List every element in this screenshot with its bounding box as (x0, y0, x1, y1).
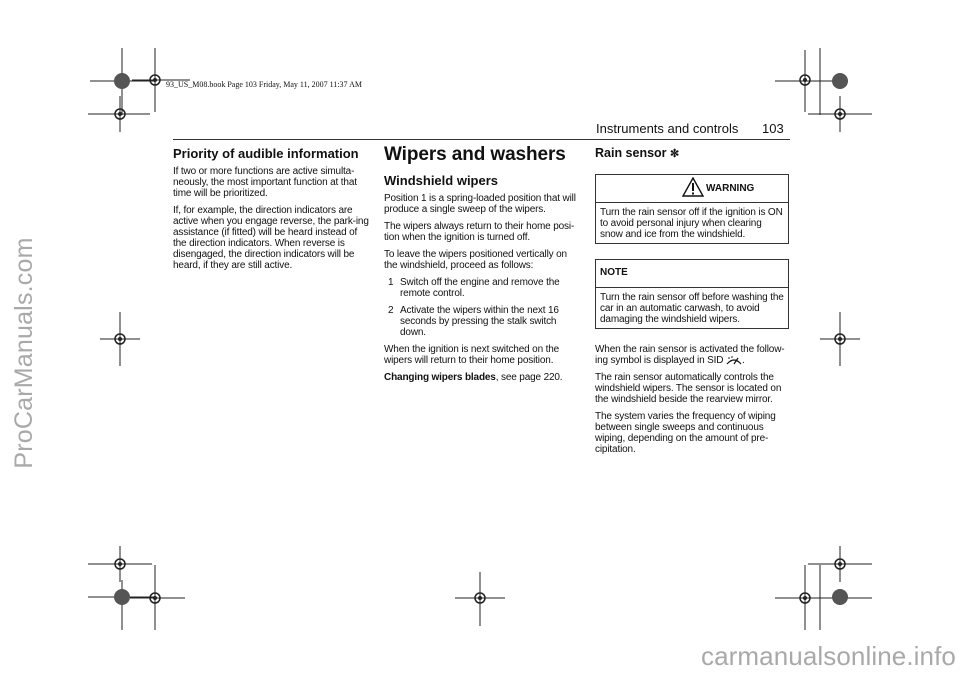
note-label: NOTE (600, 267, 628, 278)
side-watermark: ProCarManuals.com (10, 237, 38, 469)
wipers-paragraph-2: The wipers always return to their home posi-tion when the ignition is turned off. (384, 221, 575, 243)
step-number: 1 (388, 277, 394, 288)
changing-blades-reference (384, 372, 580, 383)
wipers-title: Wipers and washers (384, 144, 566, 165)
wipers-paragraph-1: Position 1 is a spring-loaded position that will produce a single sweep of the wipers. (384, 193, 576, 215)
wipers-paragraph-4: When the ignition is next switched on the wipers will return to their home position. (384, 344, 560, 366)
changing-blades-link[interactable]: Changing wipers blades (384, 372, 496, 383)
note-box (595, 259, 789, 329)
step-text: Switch off the engine and remove the remote control. (400, 277, 560, 299)
windshield-wipers-heading: Windshield wipers (384, 173, 499, 188)
column-priority-audible (173, 146, 369, 277)
note-text: Turn the rain sensor off before washing the car in an automatic carwash, to avoid damaging the windshield wipers. (600, 292, 784, 325)
priority-paragraph-2: If, for example, the direction indicators are active when you engage reverse, the park-ing assistance (if fitted) will be heard instead of the direction indicators. When reverse is disengaged, the direction indicators will be heard, if they are still active. (173, 205, 369, 271)
warning-label: WARNING (706, 183, 755, 194)
priority-heading: Priority of audible information (173, 146, 359, 161)
step-text: Activate the wipers within the next 16 seconds by pressing the stalk switch down. (400, 305, 559, 338)
snowflake-icon: ✼ (670, 148, 680, 160)
wipers-step-2 (384, 305, 580, 338)
wipers-step-1 (384, 277, 580, 299)
rain-sensor-paragraph-2: The rain sensor automatically controls the windshield wipers. The sensor is located on the windshield beside the rearview mirror. (595, 372, 782, 406)
priority-paragraph-1: If two or more functions are active simulta-neously, the most important function at that time will be prioritized. (173, 166, 357, 199)
file-stamp: 93_US_M08.book Page 103 Friday, May 11, 2007 11:37 AM (166, 80, 362, 89)
rain-sensor-wiper-icon (726, 355, 742, 366)
step-number: 2 (388, 305, 394, 316)
warning-text: Turn the rain sensor off if the ignition is ON to avoid personal injury when clearing snow and ice from the windshield. (600, 207, 783, 240)
column-wipers (384, 144, 580, 389)
warning-triangle-icon (682, 177, 704, 197)
rain-sensor-heading: Rain sensor ✼ (595, 146, 680, 160)
column-rain-sensor (595, 146, 789, 461)
bottom-watermark: carmanualsonline.info (700, 641, 956, 671)
rain-sensor-paragraph-1: When the rain sensor is activated the follow-ing symbol is displayed in SID . (595, 344, 785, 367)
warning-box (595, 174, 789, 244)
section-title: Instruments and controls (596, 121, 739, 136)
rain-sensor-paragraph-3: The system varies the frequency of wiping between single sweeps and continuous wiping, depending on the amount of pre-cipitation. (595, 411, 776, 456)
header-rule (173, 139, 790, 140)
page-reference: , see page 220. (495, 372, 563, 383)
page-number: 103 (762, 121, 784, 136)
wipers-paragraph-3: To leave the wipers positioned vertically on the windshield, proceed as follows: (384, 249, 567, 271)
